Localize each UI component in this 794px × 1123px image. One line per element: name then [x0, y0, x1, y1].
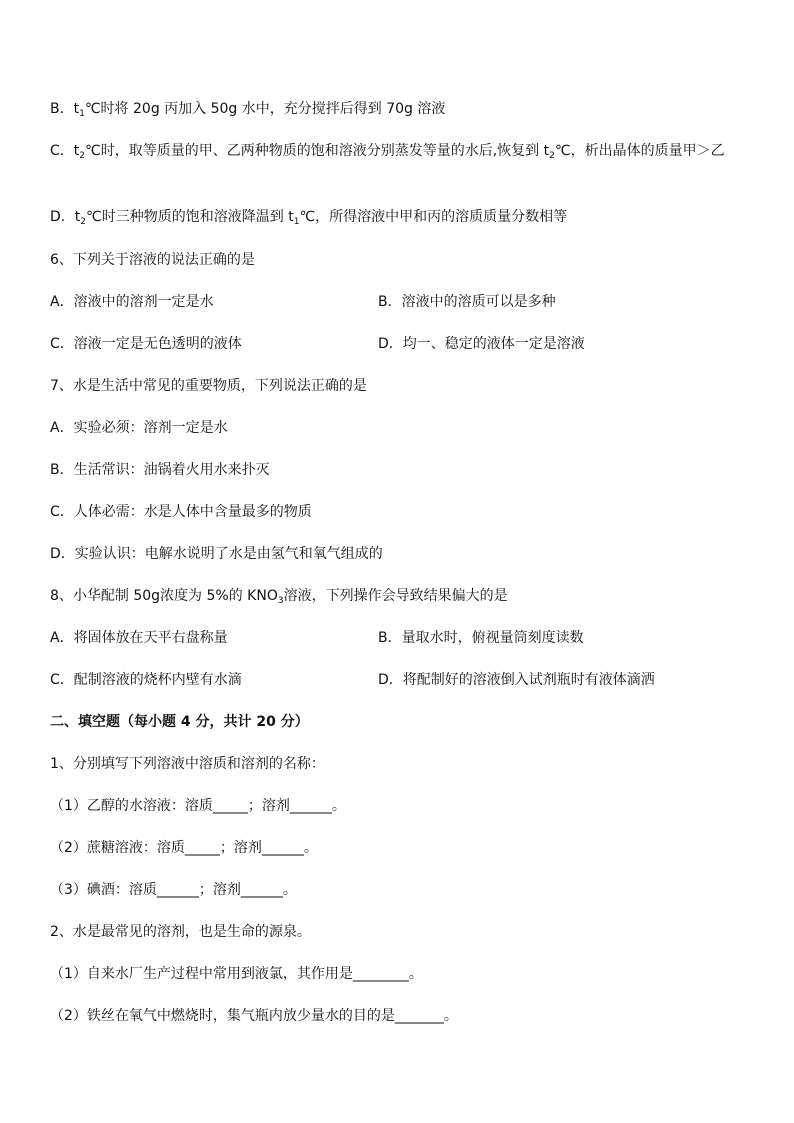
q7-option-a: A．实验必须：溶剂一定是水	[50, 420, 228, 436]
q5-option-c-text-mid: ℃时，取等质量的甲、乙两种物质的饱和溶液分别蒸发等量的水后,恢复到 t	[85, 143, 550, 159]
q7-option-d: D．实验认识：电解水说明了水是由氢气和氧气组成的	[50, 546, 383, 562]
fill2-part-1: （1）自来水厂生产过程中常用到液氯，其作用是________。	[50, 966, 423, 982]
q6-option-b: B．溶液中的溶质可以是多种	[378, 294, 556, 310]
q8-option-c: C．配制溶液的烧杯内壁有水滴	[50, 672, 242, 688]
fill2-part-2: （2）铁丝在氧气中燃烧时，集气瓶内放少量水的目的是_______。	[50, 1008, 458, 1024]
q5-option-b	[50, 99, 754, 119]
q5-option-b-text-end: ℃时将 20g 丙加入 50g 水中，充分搅拌后得到 70g 溶液	[84, 101, 446, 117]
q5-option-c-text-end: ℃，析出晶体的质量甲＞乙	[554, 143, 725, 159]
q6-options-row-1	[50, 292, 754, 312]
q8-stem-text: 8、小华配制 50g浓度为 5%的 KNO	[50, 588, 278, 604]
fill1-part-3: （3）碘酒：溶质______；溶剂______。	[50, 882, 297, 898]
q6-option-a: A．溶液中的溶剂一定是水	[50, 294, 214, 310]
q5-option-d-subscript-2: 1	[293, 217, 300, 227]
q5-option-c-subscript-2: 2	[549, 151, 555, 161]
q7-stem: 7、水是生活中常见的重要物质，下列说法正确的是	[50, 378, 367, 394]
q6-stem: 6、下列关于溶液的说法正确的是	[50, 252, 255, 268]
section-heading: 二、填空题（每小题 4 分，共计 20 分）	[50, 714, 309, 730]
q8-option-d: D．将配制好的溶液倒入试剂瓶时有液体滴洒	[378, 672, 655, 688]
q8-stem-text-end: 溶液，下列操作会导致结果偏大的是	[283, 588, 508, 604]
q8-stem	[50, 586, 754, 606]
q5-option-d-text-end: ℃，所得溶液中甲和丙的溶质质量分数相等	[299, 209, 568, 225]
q8-stem-subscript: 3	[277, 596, 284, 606]
q5-option-d-text: D．t	[50, 209, 81, 225]
q5-option-c-text: C．t	[50, 143, 80, 159]
q6-option-d: D．均一、稳定的液体一定是溶液	[378, 336, 585, 352]
fill1-part-2: （2）蔗糖溶液：溶质_____；溶剂______。	[50, 840, 318, 856]
q5-option-b-subscript: 1	[79, 109, 85, 119]
fill2-stem: 2、水是最常见的溶剂，也是生命的源泉。	[50, 924, 311, 940]
q7-option-c: C．人体必需：水是人体中含量最多的物质	[50, 504, 312, 520]
q5-option-b-text: B．t	[50, 101, 80, 117]
q8-option-b: B．量取水时，俯视量筒刻度读数	[378, 630, 584, 646]
fill1-stem: 1、分别填写下列溶液中溶质和溶剂的名称：	[50, 756, 325, 772]
q6-option-c: C．溶液一定是无色透明的液体	[50, 336, 242, 352]
q5-option-c-subscript-1: 2	[79, 151, 85, 161]
q5-option-c	[50, 138, 754, 164]
q5-option-d-text-mid: ℃时三种物质的饱和溶液降温到 t	[86, 209, 294, 225]
q5-option-d	[50, 207, 754, 227]
q8-option-a: A．将固体放在天平右盘称量	[50, 630, 228, 646]
q6-options-row-2	[50, 334, 754, 354]
q5-option-d-subscript-1: 2	[80, 217, 87, 227]
fill1-part-1: （1）乙醇的水溶液：溶质_____；溶剂______。	[50, 798, 346, 814]
q7-option-b: B．生活常识：油锅着火用水来扑灭	[50, 462, 270, 478]
q8-options-row-1	[50, 628, 754, 648]
q8-options-row-2	[50, 670, 754, 690]
